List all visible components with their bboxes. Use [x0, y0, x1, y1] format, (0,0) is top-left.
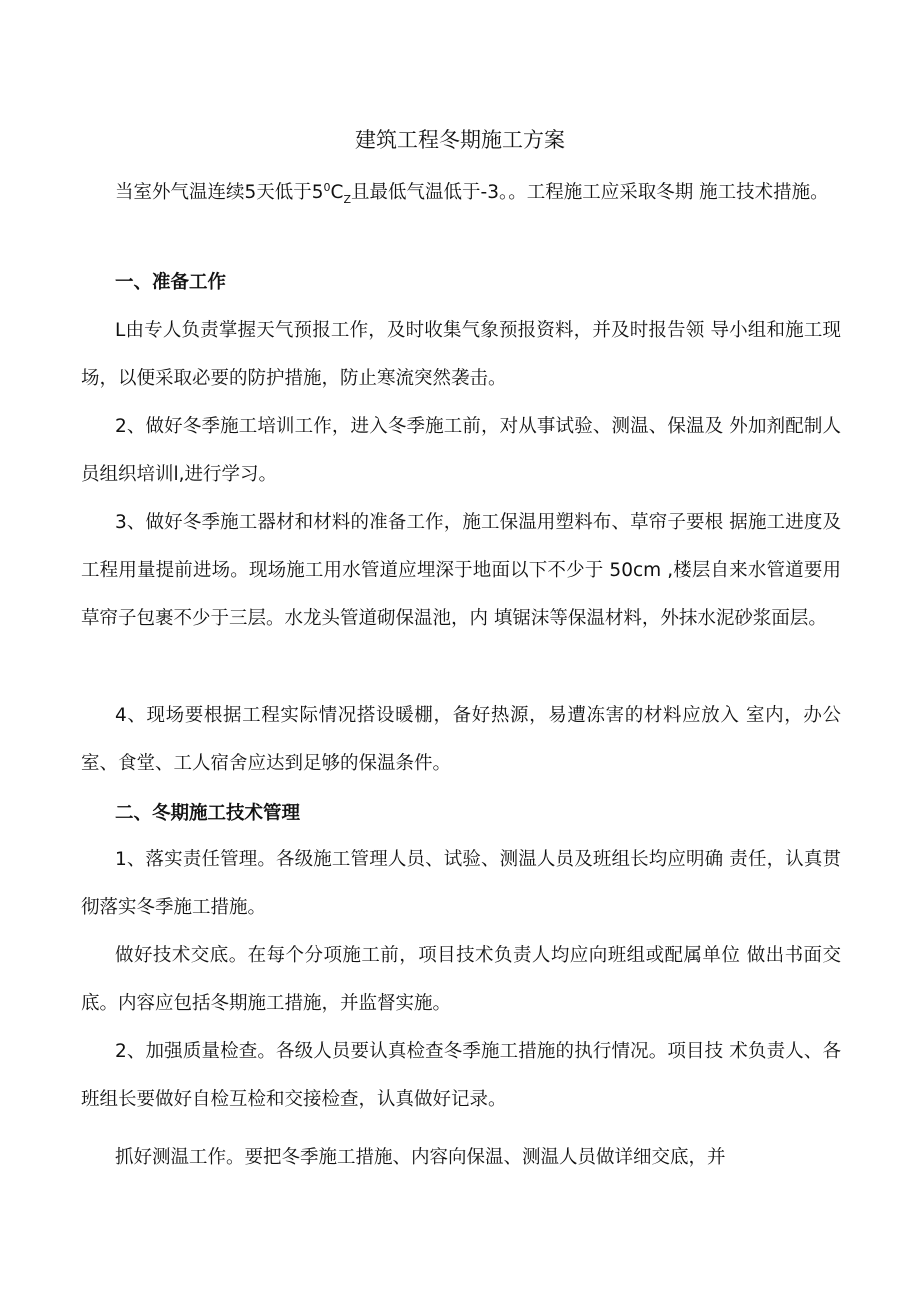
paragraph-technical-briefing: 做好技术交底。在每个分项施工前，项目技术负责人均应向班组或配属单位 做出书面交底。内容应包括冬期施工措施，并监督实施。	[81, 945, 841, 1014]
paragraph-responsibility: 1、落实责任管理。各级施工管理人员、试验、测温人员及班组长均应明确 责任，认真贯彻落实冬季施工措施。	[81, 849, 841, 918]
paragraph-temperature-measurement: 抓好测温工作。要把冬季施工措施、内容向保温、测温人员做详细交底，并	[115, 1147, 726, 1168]
paragraph-quality-check: 2、加强质量检查。各级人员要认真检查冬季施工措施的执行情况。项目技 术负责人、各班组长要做好自检互检和交接检查，认真做好记录。	[81, 1041, 841, 1110]
paragraph-materials: 3、做好冬季施工器材和材料的准备工作，施工保温用塑料布、草帘子要根 据施工进度及工程用量提前进场。现场施工用水管道应埋深于地面以下不少于 50cm ,楼层自来水管道要用草帘子包裹不少于三层。水龙头管道砌保温池，内 填锯沫等保温材料，外抹水泥砂浆面层。	[81, 512, 841, 629]
intro-text-part3: 且最低气温低于-3。。工程施工应采取冬期 施工技术措施。	[351, 182, 829, 204]
intro-text-part2: C	[330, 182, 344, 204]
unit-subscript: Z	[343, 192, 352, 206]
section-heading-technical-management: 二、冬期施工技术管理	[115, 803, 301, 824]
section-heading-preparation: 一、准备工作	[115, 272, 227, 293]
intro-paragraph	[81, 164, 841, 224]
paragraph-training: 2、做好冬季施工培训工作，进入冬季施工前，对从事试验、测温、保温及 外加剂配制人员组织培训l,进行学习。	[81, 416, 841, 485]
paragraph-weather-forecast: L由专人负责掌握天气预报工作，及时收集气象预报资料，并及时报告领 导小组和施工现场，以便采取必要的防护措施，防止寒流突然袭击。	[81, 320, 841, 389]
degree-superscript: 0	[323, 181, 331, 194]
paragraph-warm-shed: 4、现场要根据工程实际情况搭设暖棚，备好热源，易遭冻害的材料应放入 室内，办公室、食堂、工人宿舍应达到足够的保温条件。	[81, 705, 841, 774]
intro-text-part1: 当室外气温连续5天低于5	[115, 182, 324, 204]
document-title: 建筑工程冬期施工方案	[355, 128, 565, 152]
